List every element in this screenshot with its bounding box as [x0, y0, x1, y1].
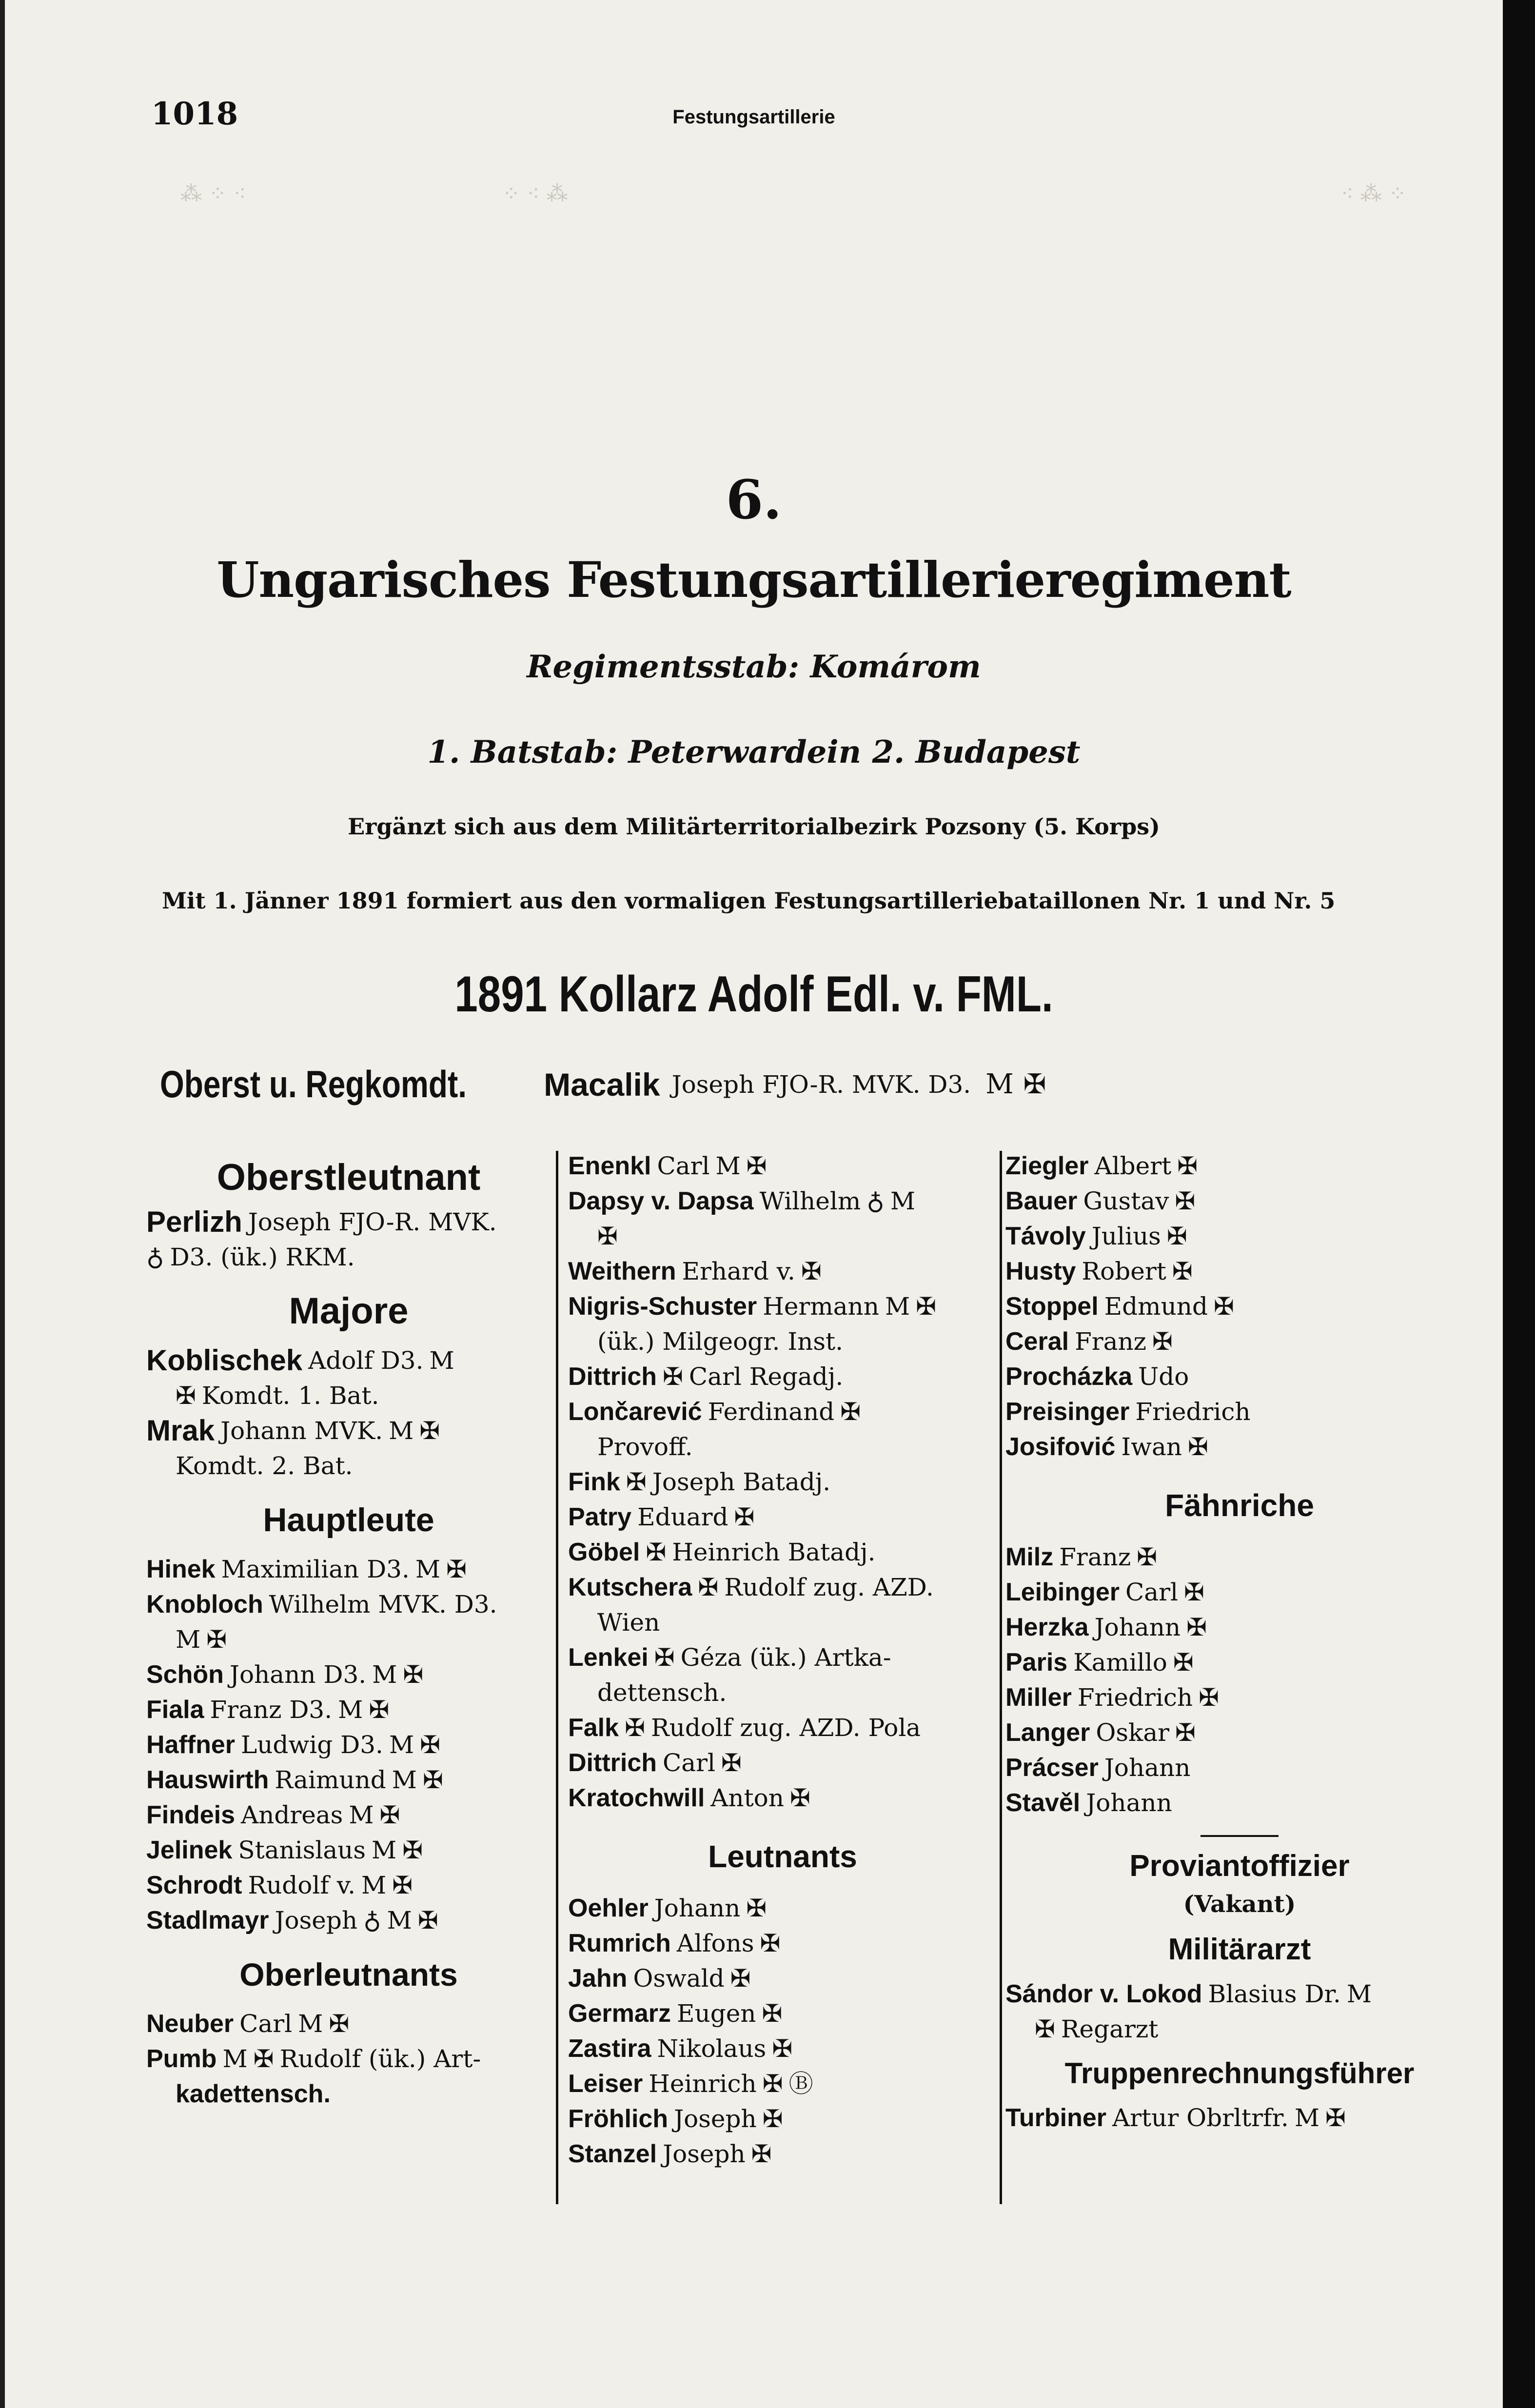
list-item: Knobloch Wilhelm MVK. D3. [146, 1590, 497, 1618]
cross-icon: ✠ [446, 1555, 467, 1583]
regiment-number: 6. [726, 468, 782, 531]
list-item: Jahn Oswald ✠ [568, 1961, 997, 1996]
list-item: ♁ D3. (ük.) RKM. [146, 1240, 551, 1275]
cross-icon: ✠ [801, 1257, 822, 1285]
cross-icon: ✠ [402, 1836, 423, 1864]
formation-note: Mit 1. Jänner 1891 formiert aus den vormaligen Festungsartilleriebataillonen Nr. 1 und Nr. 5 [162, 888, 1336, 914]
list-item: Mrak Johann MVK. M ✠ [146, 1413, 551, 1448]
bleed-through-right: ⁖ ⁂ ⁘ [1341, 181, 1407, 206]
heading-faehnriche: Fähnriche [1165, 1488, 1314, 1523]
list-item: Távoly Julius ✠ [1005, 1219, 1474, 1254]
list-item: Langer Oskar ✠ [1005, 1715, 1474, 1750]
list-item: Procházka Udo [1005, 1362, 1189, 1391]
list-item: Prácser Johann [1005, 1754, 1191, 1782]
list-item: Jelinek Stanislaus M ✠ [146, 1833, 551, 1868]
list-item: Pumb M ✠ Rudolf (ük.) Art- [146, 2041, 551, 2076]
list-item: Göbel ✠ Heinrich Batadj. [568, 1535, 997, 1570]
cross-icon: ✠ [734, 1503, 755, 1531]
cross-icon: ✠ [626, 1468, 647, 1496]
list-item: ✠ Regarzt [1005, 2012, 1474, 2047]
cross-icon: ✠ [1137, 1543, 1158, 1571]
medal-icon: M [890, 1187, 916, 1215]
list-item: Findeis Andreas M ✠ [146, 1797, 551, 1833]
list-item: (ük.) Milgeogr. Inst. [597, 1327, 843, 1356]
medal-icon: M [372, 1660, 397, 1689]
list-item: Kutschera ✠ Rudolf zug. AZD. [568, 1570, 997, 1605]
section-rule [1200, 1835, 1279, 1837]
list-item [568, 1219, 997, 1254]
list-item [146, 1622, 551, 1657]
commander-line [160, 1062, 1046, 1106]
medal-icon: M [389, 1731, 414, 1759]
cross-icon: ✠ [746, 1152, 767, 1180]
cross-icon: ✠ [1186, 1613, 1207, 1641]
heading-truppenrechnungsfuehrer: Truppenrechnungsführer [1064, 2057, 1415, 2090]
list-item: Schrodt Rudolf v. M ✠ [146, 1868, 551, 1903]
running-title: Festungsartillerie [672, 106, 835, 128]
medal-icon: M [338, 1696, 363, 1724]
cross-icon: ✠ [751, 2140, 772, 2168]
order-icon: ♁ [363, 1906, 381, 1934]
commander-detail: Joseph FJO-R. MVK. D3. [671, 1070, 971, 1099]
list-item: Milz Franz ✠ [1005, 1540, 1474, 1575]
cross-icon: ✠ [625, 1714, 645, 1742]
list-item: Zastira Nikolaus ✠ [568, 2031, 997, 2066]
cross-icon: ✠ [420, 1731, 441, 1759]
list-item: Rumrich Alfons ✠ [568, 1926, 997, 1961]
bleed-through-center: ⁘ ⁖ ⁂ [502, 181, 568, 206]
cross-icon: ✠ [253, 2045, 274, 2073]
heading-leutnants: Leutnants [708, 1839, 857, 1874]
medal-icon: M [361, 1871, 387, 1899]
cross-icon: ✠ [419, 1417, 440, 1445]
cross-icon: ✠ [746, 1894, 767, 1922]
list-item: Miller Friedrich ✠ [1005, 1680, 1474, 1715]
cross-icon: ✠ [762, 2070, 783, 2098]
list-item: Neuber Carl M ✠ [146, 2006, 551, 2041]
list-item: ✠ Komdt. 1. Bat. [146, 1378, 551, 1413]
medal-icon: M [176, 1625, 201, 1654]
list-item: Germarz Eugen ✠ [568, 1996, 997, 2031]
b-medal-icon: Ⓑ [788, 2070, 813, 2098]
list-item: Provoff. [597, 1433, 693, 1461]
list-item: Wien [597, 1608, 660, 1637]
list-item: Komdt. 2. Bat. [176, 1452, 353, 1480]
cross-icon: ✠ [1175, 1718, 1196, 1747]
cross-icon: ✠ [762, 1999, 783, 2028]
medal-icon: M [429, 1346, 454, 1375]
recruitment-district: Ergänzt sich aus dem Militärterritorialbezirk Pozsony (5. Korps) [348, 813, 1160, 840]
cross-icon: ✠ [1184, 1578, 1204, 1606]
list-item: Fröhlich Joseph ✠ [568, 2101, 997, 2136]
list-item: Oehler Johann ✠ [568, 1891, 997, 1926]
list-item: Stavěl Johann [1005, 1789, 1172, 1817]
order-icon: ♁ [866, 1187, 885, 1215]
medal-icon: M [415, 1555, 441, 1583]
cross-icon: ✠ [789, 1784, 810, 1812]
list-item: Schön Johann D3. M ✠ [146, 1657, 551, 1692]
list-item: Weithern Erhard v. ✠ [568, 1254, 997, 1289]
cross-icon: ✠ [654, 1643, 675, 1672]
list-item: Lenkei ✠ Géza (ük.) Artka- [568, 1640, 997, 1675]
cross-icon: ✠ [379, 1801, 400, 1829]
cross-icon: ✠ [698, 1573, 719, 1601]
medal-icon: M [349, 1801, 374, 1829]
list-item: Patry Eduard ✠ [568, 1500, 997, 1535]
medal-icon: M [372, 1836, 397, 1864]
cross-icon: ✠ [597, 1222, 618, 1250]
cross-icon: ✠ [423, 1766, 443, 1794]
cross-icon: ✠ [1187, 1433, 1208, 1461]
cross-icon: ✠ [1172, 1257, 1193, 1285]
column-2 [568, 1148, 997, 2171]
cross-icon: ✠ [1177, 1152, 1198, 1180]
list-item: Leiser Heinrich ✠ Ⓑ [568, 2066, 997, 2101]
cross-icon: ✠ [762, 2105, 783, 2133]
scan-edge [1503, 0, 1535, 2408]
medal-icon: M [1294, 2104, 1320, 2132]
heading-majore: Majore [289, 1290, 409, 1332]
list-item: Falk ✠ Rudolf zug. AZD. Pola [568, 1710, 997, 1745]
proviant-vakant: (Vakant) [1183, 1891, 1296, 1918]
list-item: Husty Robert ✠ [1005, 1254, 1474, 1289]
cross-icon: ✠ [206, 1625, 227, 1654]
heading-militaerarzt: Militärarzt [1168, 1933, 1311, 1966]
page-number: 1018 [151, 96, 238, 132]
heading-hauptleute: Hauptleute [263, 1501, 434, 1539]
list-item: Stadlmayr Joseph ♁ M ✠ [146, 1903, 551, 1938]
list-item: Dittrich Carl ✠ [568, 1745, 997, 1780]
cross-icon: ✠ [176, 1382, 196, 1410]
heading-oberleutnants: Oberleutnants [239, 1956, 458, 1993]
cross-icon: ✠ [760, 1929, 781, 1957]
cross-icon: ✠ [1023, 1068, 1046, 1100]
column-3 [1005, 1148, 1474, 2135]
list-item: kadettensch. [176, 2080, 331, 2108]
column-divider-1 [556, 1151, 558, 2204]
list-item: Koblischek Adolf D3. M [146, 1343, 551, 1378]
medal-icon: M [392, 1766, 417, 1794]
medal-icon: M [389, 1417, 414, 1445]
cross-icon: ✠ [417, 1906, 438, 1934]
list-item: Dapsy v. Dapsa Wilhelm ♁ M [568, 1184, 997, 1219]
list-item: Ziegler Albert ✠ [1005, 1148, 1474, 1184]
regiment-title: Ungarisches Festungsartillerieregiment [216, 551, 1291, 609]
list-item: Preisinger Friedrich [1005, 1398, 1251, 1426]
list-item: Leibinger Carl ✠ [1005, 1575, 1474, 1610]
medal-icon: M [387, 1906, 412, 1934]
cross-icon: ✠ [721, 1749, 742, 1777]
list-item: Haffner Ludwig D3. M ✠ [146, 1727, 551, 1762]
list-item: Ceral Franz ✠ [1005, 1324, 1474, 1359]
commander-name: Macalik [544, 1066, 660, 1103]
cross-icon: ✠ [916, 1292, 937, 1321]
commander-rank: Oberst u. Regkomdt. [160, 1063, 467, 1105]
list-item: Nigris-Schuster Hermann M ✠ [568, 1289, 997, 1324]
list-item: Lončarević Ferdinand ✠ [568, 1394, 997, 1429]
cross-icon: ✠ [369, 1696, 390, 1724]
cross-icon: ✠ [646, 1538, 667, 1566]
list-item: Sándor v. Lokod Blasius Dr. M [1005, 1976, 1474, 2012]
heading-proviantoffizier: Proviantoffizier [1129, 1849, 1350, 1883]
list-item: Stoppel Edmund ✠ [1005, 1289, 1474, 1324]
list-item: Fink ✠ Joseph Batadj. [568, 1464, 997, 1500]
medal-icon: M [885, 1292, 910, 1321]
list-item: Fiala Franz D3. M ✠ [146, 1692, 551, 1727]
medal-icon: M [298, 2010, 323, 2038]
cross-icon: ✠ [1035, 2015, 1055, 2043]
list-item: Paris Kamillo ✠ [1005, 1645, 1474, 1680]
bleed-through-left: ⁂ ⁘ ⁖ [180, 181, 246, 206]
cross-icon: ✠ [1175, 1187, 1196, 1215]
list-item: Enenkl Carl M ✠ [568, 1148, 997, 1184]
battalion-staffs: 1. Batstab: Peterwardein 2. Budapest [427, 734, 1081, 770]
column-1 [146, 1151, 551, 2112]
list-item: Herzka Johann ✠ [1005, 1610, 1474, 1645]
list-item: Bauer Gustav ✠ [1005, 1184, 1474, 1219]
heading-oberstleutnant: Oberstleutnant [216, 1157, 481, 1198]
list-item: Hauswirth Raimund M ✠ [146, 1762, 551, 1797]
medal-icon: M [1346, 1980, 1372, 2008]
list-item: Hinek Maximilian D3. M ✠ [146, 1552, 551, 1587]
list-item: dettensch. [597, 1678, 727, 1707]
page-scan [5, 0, 1503, 2408]
cross-icon: ✠ [730, 1964, 751, 1993]
medal-icon: M [222, 2045, 248, 2073]
list-item: Stanzel Joseph ✠ [568, 2136, 997, 2171]
medal-icon: M [985, 1068, 1014, 1100]
cross-icon: ✠ [1166, 1222, 1187, 1250]
list-item: Turbiner Artur Obrltrfr. M ✠ [1005, 2100, 1474, 2135]
cross-icon: ✠ [1325, 2104, 1346, 2132]
cross-icon: ✠ [1152, 1327, 1173, 1356]
cross-icon: ✠ [1173, 1648, 1194, 1677]
list-item: Kratochwill Anton ✠ [568, 1780, 997, 1816]
medal-icon: M [715, 1152, 741, 1180]
list-item: Perlizh Joseph FJO-R. MVK. [146, 1205, 497, 1238]
cross-icon: ✠ [1214, 1292, 1234, 1321]
regimental-staff: Regimentsstab: Komárom [527, 649, 981, 685]
list-item: Dittrich ✠ Carl Regadj. [568, 1359, 997, 1394]
cross-icon: ✠ [772, 2034, 793, 2063]
cross-icon: ✠ [403, 1660, 424, 1689]
order-icon: ♁ [146, 1243, 164, 1271]
cross-icon: ✠ [1199, 1683, 1220, 1712]
cross-icon: ✠ [663, 1362, 683, 1391]
cross-icon: ✠ [392, 1871, 413, 1899]
list-item: Josifović Iwan ✠ [1005, 1429, 1474, 1464]
regiment-owner: 1891 Kollarz Adolf Edl. v. FML. [454, 966, 1053, 1023]
column-divider-2 [1000, 1151, 1002, 2204]
cross-icon: ✠ [329, 2010, 350, 2038]
cross-icon: ✠ [840, 1398, 861, 1426]
